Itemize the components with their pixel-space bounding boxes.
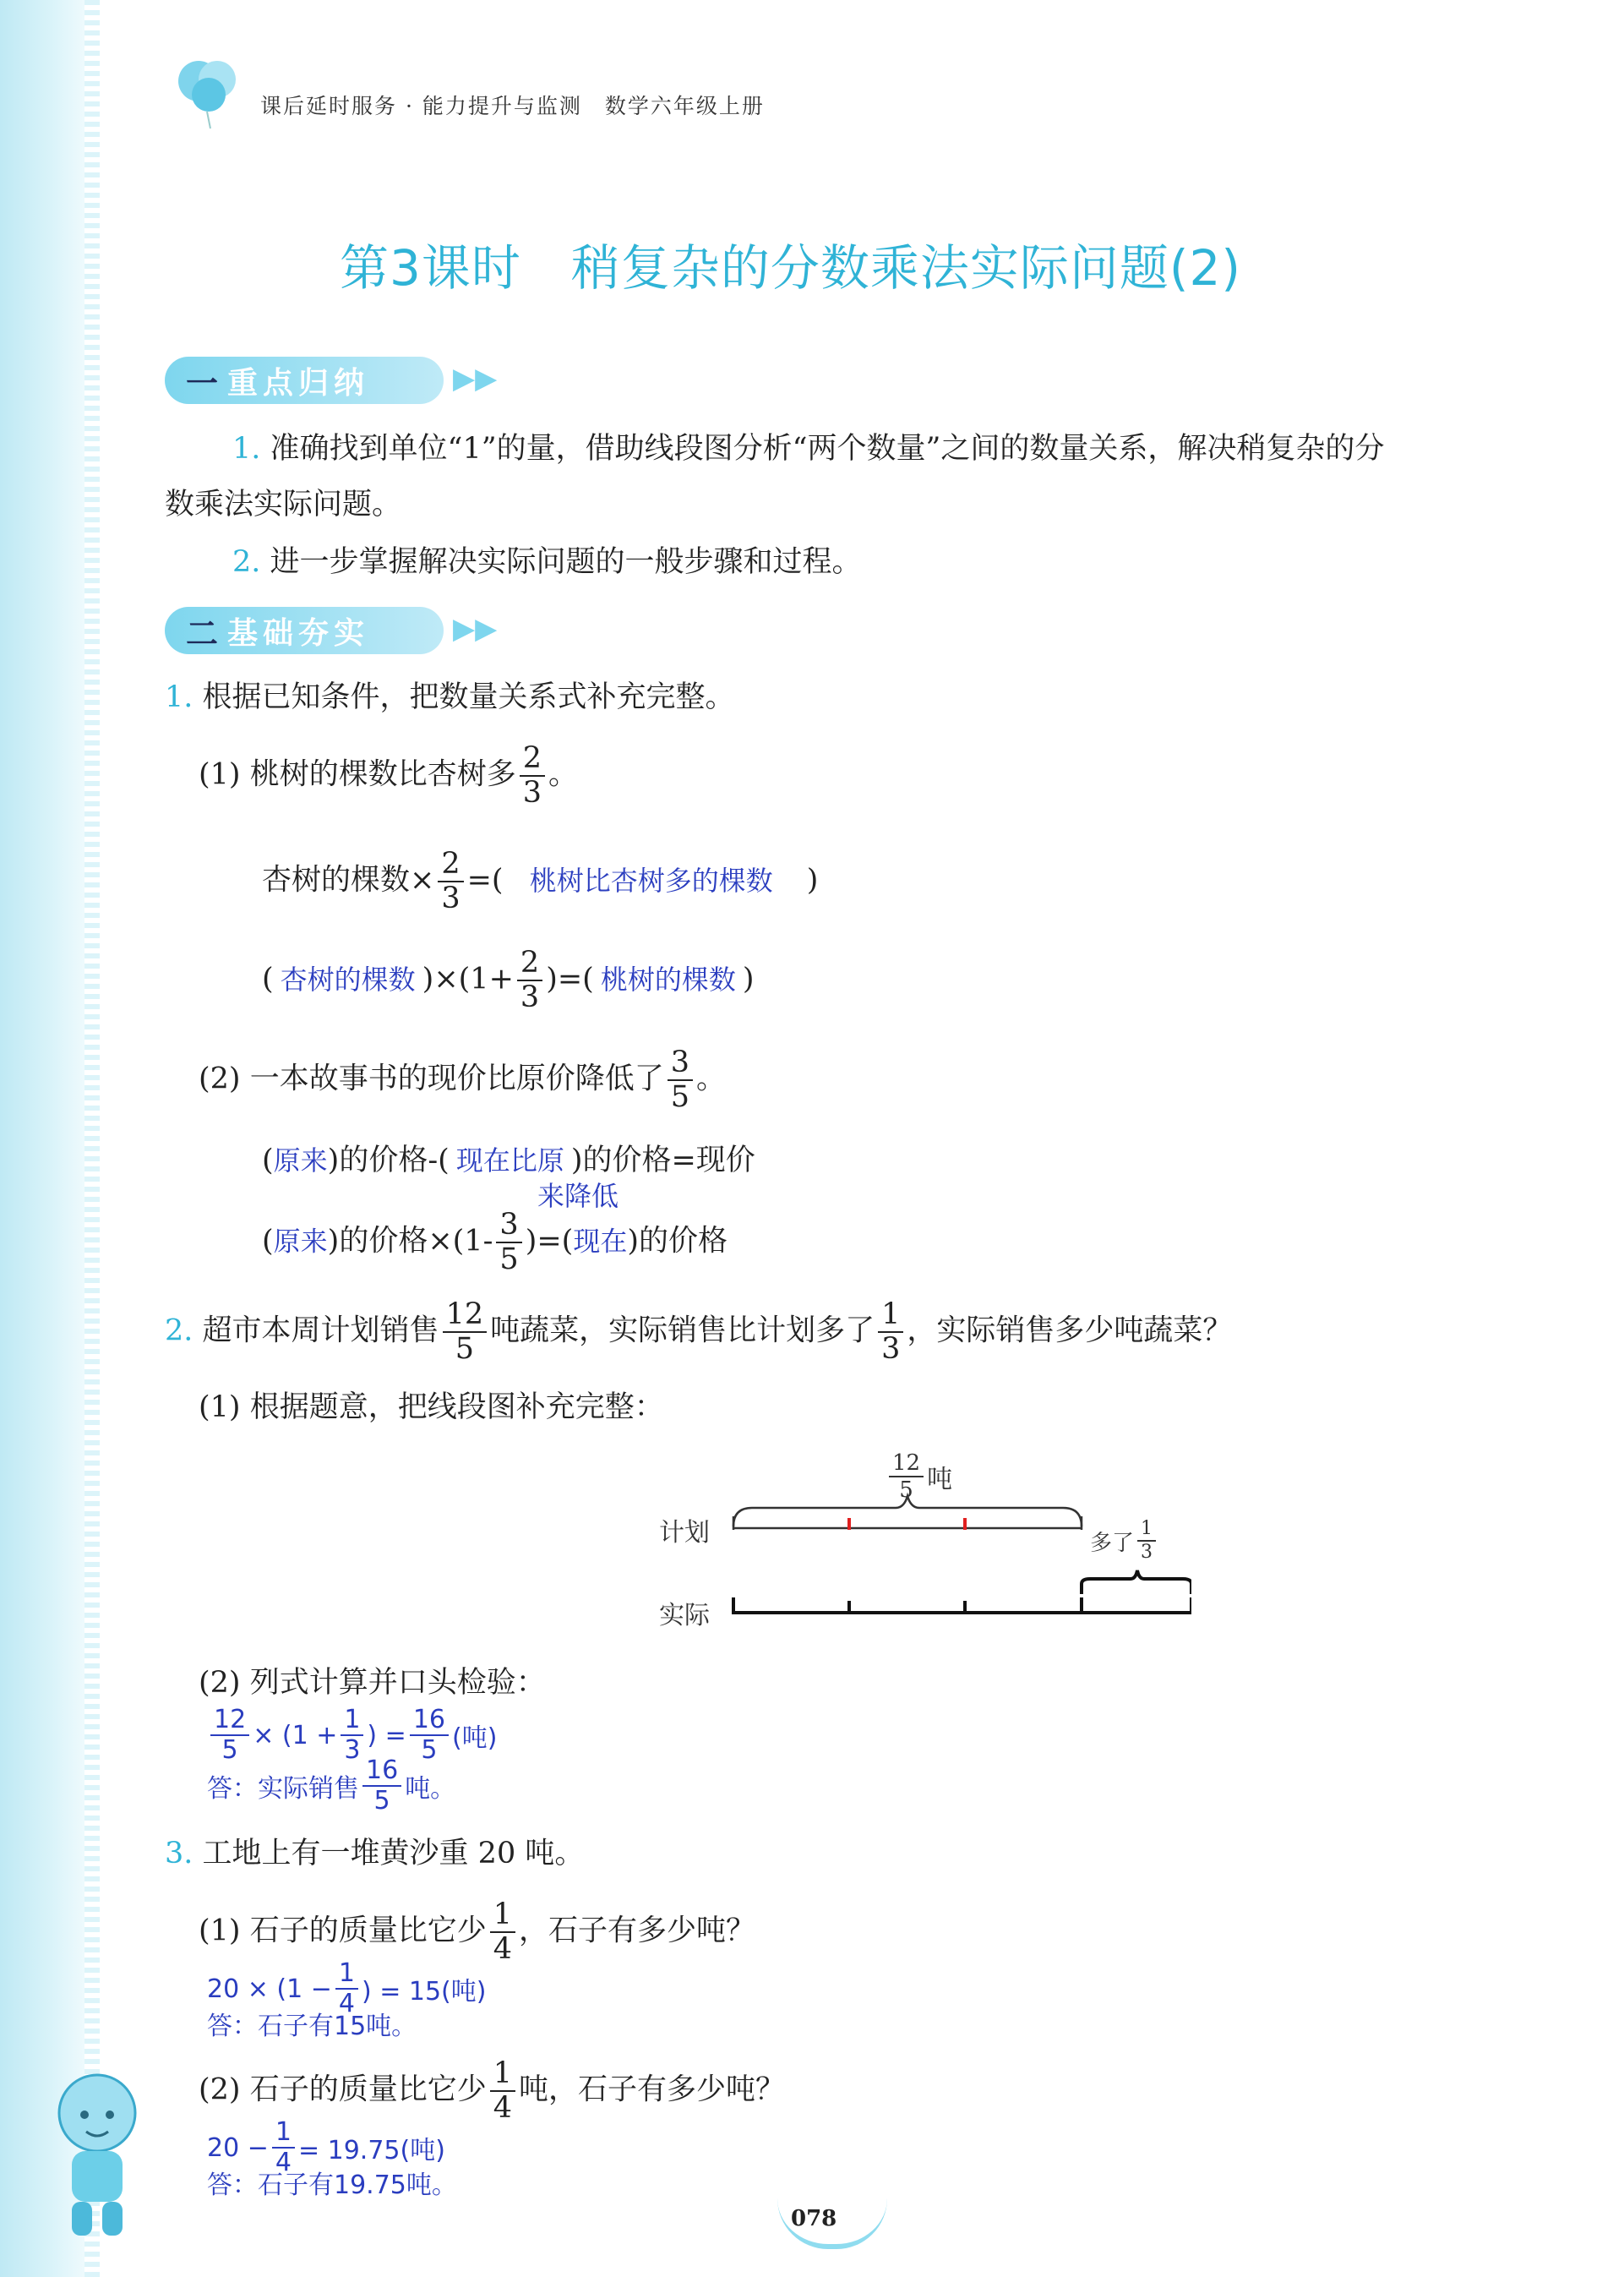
question-2-answer: 答：实际销售 $\frac{16}{5}$ 吨。: [207, 1756, 456, 1816]
summary-item-1-cont: 数乘法实际问题。: [165, 488, 402, 521]
summary-item-1: 1. 准确找到单位“1”的量，借助线段图分析“两个数量”之间的数量关系，解决稍复杂的分: [232, 432, 1385, 466]
page-number: 078: [791, 2206, 837, 2231]
section-number: 二: [185, 614, 218, 653]
question-2-stem: 2. 超市本周计划销售 $\frac{12}{5}$ 吨蔬菜，实际销售比计划多了 $\frac{1}{3}$ ，实际销售多少吨蔬菜？: [165, 1297, 1233, 1366]
question-3b-calculation: 20 − $\frac{1}{4}$ = 19.75(吨): [207, 2117, 445, 2177]
left-decorative-strip: [0, 0, 84, 2277]
running-header: 课后延时服务 · 能力提升与监测 数学六年级上册: [260, 94, 765, 118]
diagram-more-label: 多了 $\frac{1}{3}$: [1090, 1520, 1159, 1562]
question-3-stem: 3. 工地上有一堆黄沙重 20 吨。: [165, 1837, 585, 1870]
boy-illustration-icon: [34, 2062, 161, 2248]
question-1a-eq1: 杏树的棵数× $\frac{2}{3}$ =( 桃树比杏树多的棵数 ): [262, 847, 819, 915]
question-1a-eq2: ( 杏树的棵数 )×(1+ $\frac{2}{3}$ )=( 桃树的棵数 ): [262, 946, 755, 1014]
question-1b: (2) 一本故事书的现价比原价降低了 $\frac{3}{5}$ 。: [199, 1046, 727, 1114]
question-3b-answer: 答：石子有19.75吨。: [207, 2171, 457, 2200]
answer-text: 现在: [573, 1225, 628, 1258]
line-segment-diagram: [651, 1452, 1191, 1638]
section-tag-basics: [165, 607, 444, 654]
lesson-title: 第3课时 稍复杂的分数乘法实际问题(2): [340, 239, 1242, 297]
summary-item-2: 2. 进一步掌握解决实际问题的一般步骤和过程。: [232, 545, 862, 579]
section-number: 一: [185, 363, 218, 402]
section-label: 基础夯实: [227, 615, 370, 651]
answer-text: 桃树的棵数: [600, 963, 736, 996]
question-2b: (2) 列式计算并口头检验：: [199, 1666, 546, 1700]
answer-text-continued: 来降低: [537, 1180, 619, 1212]
double-arrow-icon: ▶▶: [453, 612, 498, 646]
question-3a-calculation: 20 × (1 − $\frac{1}{4}$ ) = 15(吨): [207, 1958, 487, 2018]
double-arrow-icon: ▶▶: [453, 362, 498, 396]
section-tag-key-points: [165, 357, 444, 404]
diagram-total-label: $\frac{12}{5}$ 吨: [886, 1452, 952, 1501]
section-label: 重点归纳: [227, 365, 370, 401]
question-3a-answer: 答：石子有15吨。: [207, 2012, 417, 2041]
question-1b-eq1: (原来)的价格-( 现在比原 )的价格=现价: [262, 1144, 755, 1177]
question-3b: (2) 石子的质量比它少 $\frac{1}{4}$ 吨，石子有多少吨？: [199, 2056, 786, 2125]
answer-text: 杏树的棵数: [280, 963, 416, 996]
question-2-calculation: $\frac{12}{5}$ × (1 + $\frac{1}{3}$ ) = $\frac{16}{5}$ (吨): [207, 1707, 497, 1763]
answer-text: 原来: [273, 1144, 328, 1177]
question-1a: (1) 桃树的棵数比杏树多 $\frac{2}{3}$ 。: [199, 741, 579, 810]
extra-brace: [1082, 1570, 1191, 1594]
strip-pattern: [84, 0, 100, 2277]
question-3a: (1) 石子的质量比它少 $\frac{1}{4}$ ，石子有多少吨？: [199, 1898, 756, 1966]
diagram-plan-label: 计划: [659, 1518, 710, 1548]
answer-text: 原来: [273, 1225, 328, 1258]
balloon-logo-icon: [173, 56, 249, 132]
answer-text: 桃树比杏树多的棵数: [529, 864, 773, 897]
question-1b-eq2: (原来)的价格×(1- $\frac{3}{5}$ )=(现在)的价格: [262, 1208, 728, 1276]
question-2a: (1) 根据题意，把线段图补充完整：: [199, 1390, 664, 1424]
diagram-actual-label: 实际: [659, 1601, 710, 1630]
question-1-stem: 1. 根据已知条件，把数量关系式补充完整。: [165, 680, 735, 714]
answer-text: 现在比原: [455, 1144, 564, 1177]
